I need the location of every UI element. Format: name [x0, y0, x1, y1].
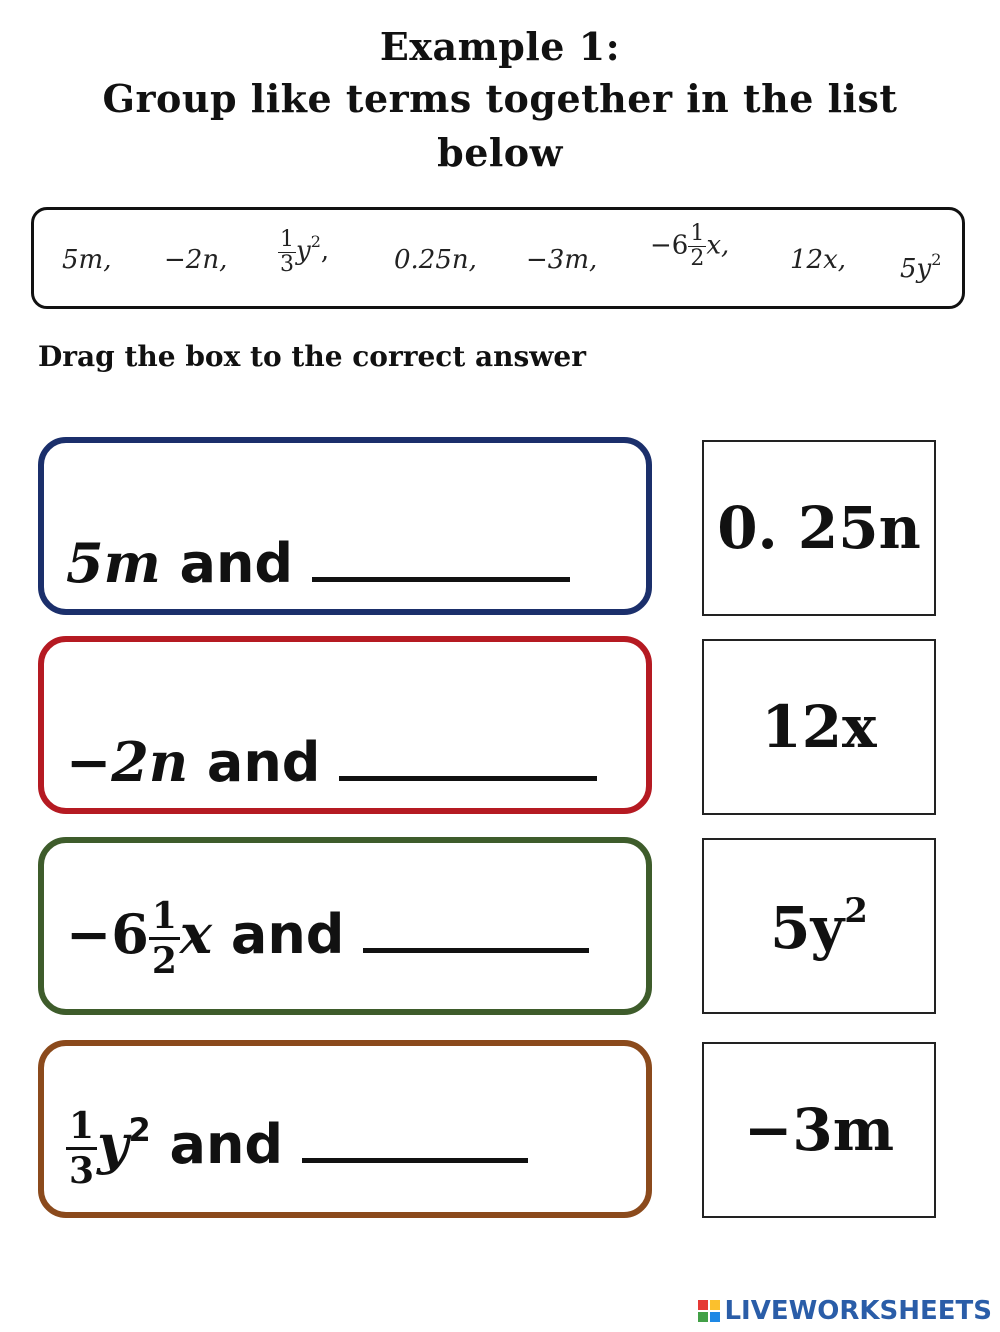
answer-blank[interactable] — [312, 569, 570, 582]
instruction-text: Drag the box to the correct answer — [38, 340, 586, 373]
fraction: $\frac{1}{3}$ — [66, 1105, 97, 1192]
drag-tile-0-25n[interactable] — [702, 440, 936, 616]
drag-tile-12x[interactable] — [702, 639, 936, 815]
answer-prompt: −2n and — [66, 730, 597, 795]
liveworksheets-icon — [698, 1300, 720, 1322]
page-title-line-2: Group like terms together in the list — [102, 76, 898, 121]
answer-blank[interactable] — [363, 940, 589, 953]
answer-box-third-y-squared[interactable] — [38, 1040, 652, 1218]
answer-box-5m[interactable] — [38, 437, 652, 615]
term-0-25n: 0.25n, — [394, 245, 477, 275]
term-neg-2n: −2n, — [164, 245, 228, 275]
tile-label: −3m — [743, 1096, 895, 1164]
drag-tile-5y-squared[interactable] — [702, 838, 936, 1014]
term-5y-squared: $5y^2$ — [900, 250, 942, 284]
answer-prompt: $\frac{1}{3}$ $y^2$ and — [66, 1098, 528, 1192]
tile-label: 0. 25n — [717, 494, 921, 562]
answer-box-neg-2n[interactable] — [38, 636, 652, 814]
answer-blank[interactable] — [339, 768, 597, 781]
liveworksheets-logo[interactable] — [698, 1296, 992, 1326]
fraction: $\frac{1}{2}$ — [690, 221, 705, 271]
term-neg-6-half-x: −6 $\frac{1}{2}$ x, — [650, 221, 730, 271]
answer-prompt: −6 $\frac{1}{2}$ x and — [66, 895, 589, 982]
drag-tile-neg-3m[interactable] — [702, 1042, 936, 1218]
fraction: $\frac{1}{3}$ — [280, 226, 294, 277]
tile-label: $5y^2$ — [770, 890, 868, 962]
term-5m: 5m, — [62, 245, 112, 275]
term-third-y-squared: $\frac{1}{3}$ $y^2$, — [280, 226, 330, 277]
tile-label: 12x — [761, 693, 877, 761]
term-12x: 12x, — [790, 245, 847, 275]
fraction: $\frac{1}{2}$ — [149, 895, 180, 982]
answer-blank[interactable] — [302, 1150, 528, 1163]
answer-box-neg-6-half-x[interactable] — [38, 837, 652, 1015]
page-title-line-3: below — [437, 130, 563, 175]
answer-prompt: 5m and — [66, 531, 570, 596]
term-list-box — [31, 207, 965, 309]
brand-name: LIVEWORKSHEETS — [724, 1296, 992, 1326]
term-neg-3m: −3m, — [526, 245, 598, 275]
page-title-line-1: Example 1: — [379, 24, 621, 69]
